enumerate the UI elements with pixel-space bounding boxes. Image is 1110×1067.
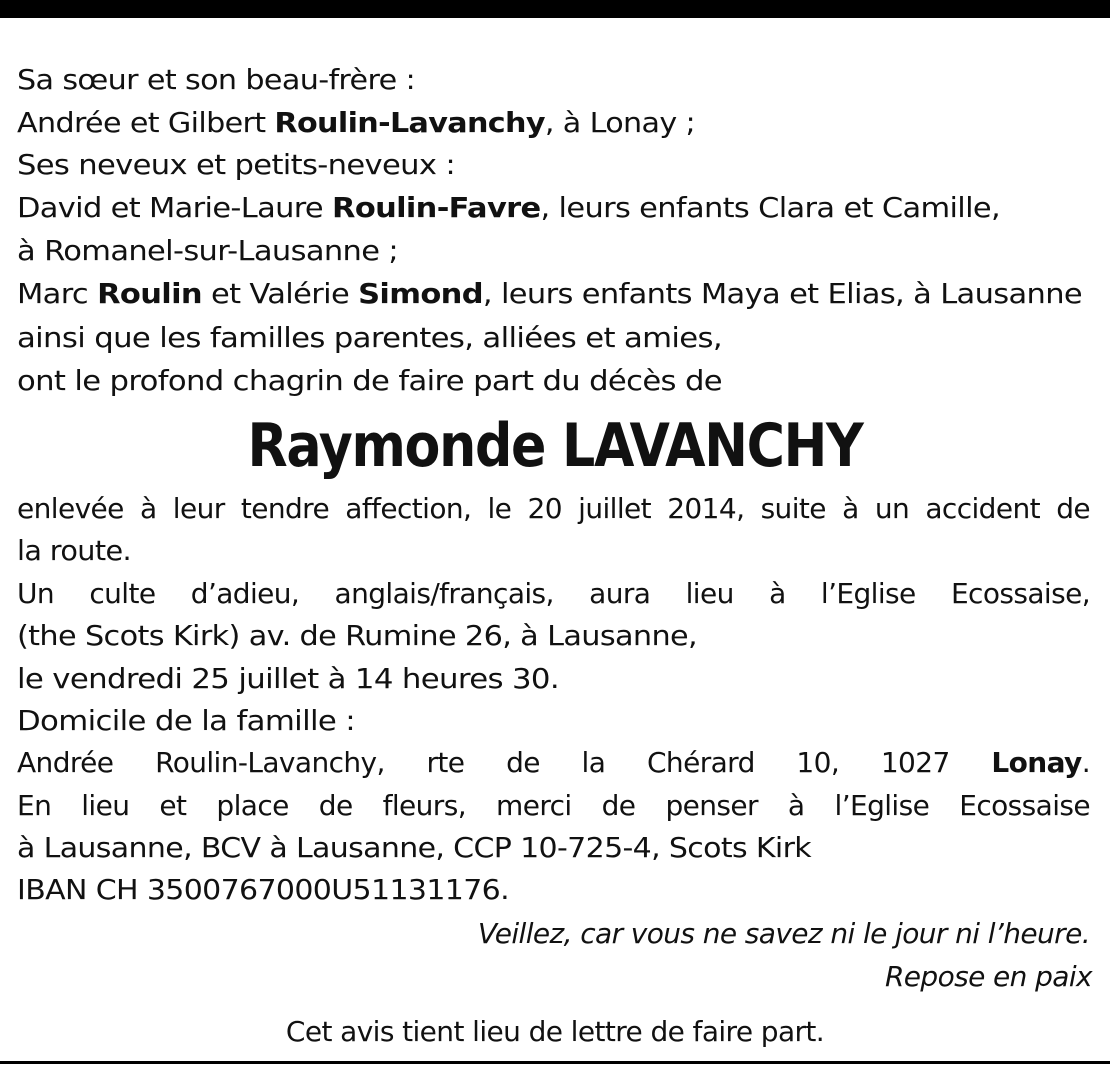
body-line-10: IBAN CH 3500767000U51131176. <box>17 873 510 906</box>
address-city-lonay: Lonay <box>991 746 1082 779</box>
family-line-7: ainsi que les familles parentes, alliées et amies, <box>17 321 722 354</box>
rest-in-peace: Repose en paix <box>884 960 1092 993</box>
family-line-2: Andrée et Gilbert Roulin-Lavanchy, à Lonay ; <box>17 106 695 139</box>
family-line-3: Ses neveux et petits-neveux : <box>17 148 455 181</box>
body-line-1: enlevée à leur tendre affection, le 20 juillet 2014, suite à un accident de <box>17 492 1090 525</box>
bottom-rule <box>0 1061 1110 1064</box>
family-line-5: à Romanel-sur-Lausanne ; <box>17 234 398 267</box>
family-name-simond: Simond <box>358 277 483 310</box>
family-line-1: Sa sœur et son beau-frère : <box>17 63 415 96</box>
body-line-7: Andrée Roulin-Lavanchy, rte de la Chérard 10, 1027 Lonay. <box>17 746 1090 779</box>
family-line-8: ont le profond chagrin de faire part du décès de <box>17 364 722 397</box>
family-name-roulin-lavanchy: Roulin-Lavanchy <box>274 106 545 139</box>
body-line-6: Domicile de la famille : <box>17 704 355 737</box>
body-line-9: à Lausanne, BCV à Lausanne, CCP 10-725-4, Scots Kirk <box>17 831 812 864</box>
body-line-4: (the Scots Kirk) av. de Rumine 26, à Lausanne, <box>17 619 698 652</box>
family-name-roulin: Roulin <box>97 277 202 310</box>
deceased-name: Raymonde LAVANCHY <box>247 411 863 481</box>
body-line-2: la route. <box>17 534 131 567</box>
quote-line: Veillez, car vous ne savez ni le jour ni l’heure. <box>477 917 1090 950</box>
family-line-6: Marc Roulin et Valérie Simond, leurs enfants Maya et Elias, à Lausanne <box>17 277 1082 310</box>
family-name-roulin-favre: Roulin-Favre <box>332 191 541 224</box>
family-line-4: David et Marie-Laure Roulin-Favre, leurs enfants Clara et Camille, <box>17 191 1001 224</box>
body-line-8: En lieu et place de fleurs, merci de penser à l’Eglise Ecossaise <box>17 789 1090 822</box>
top-rule <box>0 0 1110 18</box>
footer-note: Cet avis tient lieu de lettre de faire part. <box>285 1015 825 1048</box>
body-line-5: le vendredi 25 juillet à 14 heures 30. <box>17 662 559 695</box>
body-line-3: Un culte d’adieu, anglais/français, aura lieu à l’Eglise Ecossaise, <box>17 577 1090 610</box>
